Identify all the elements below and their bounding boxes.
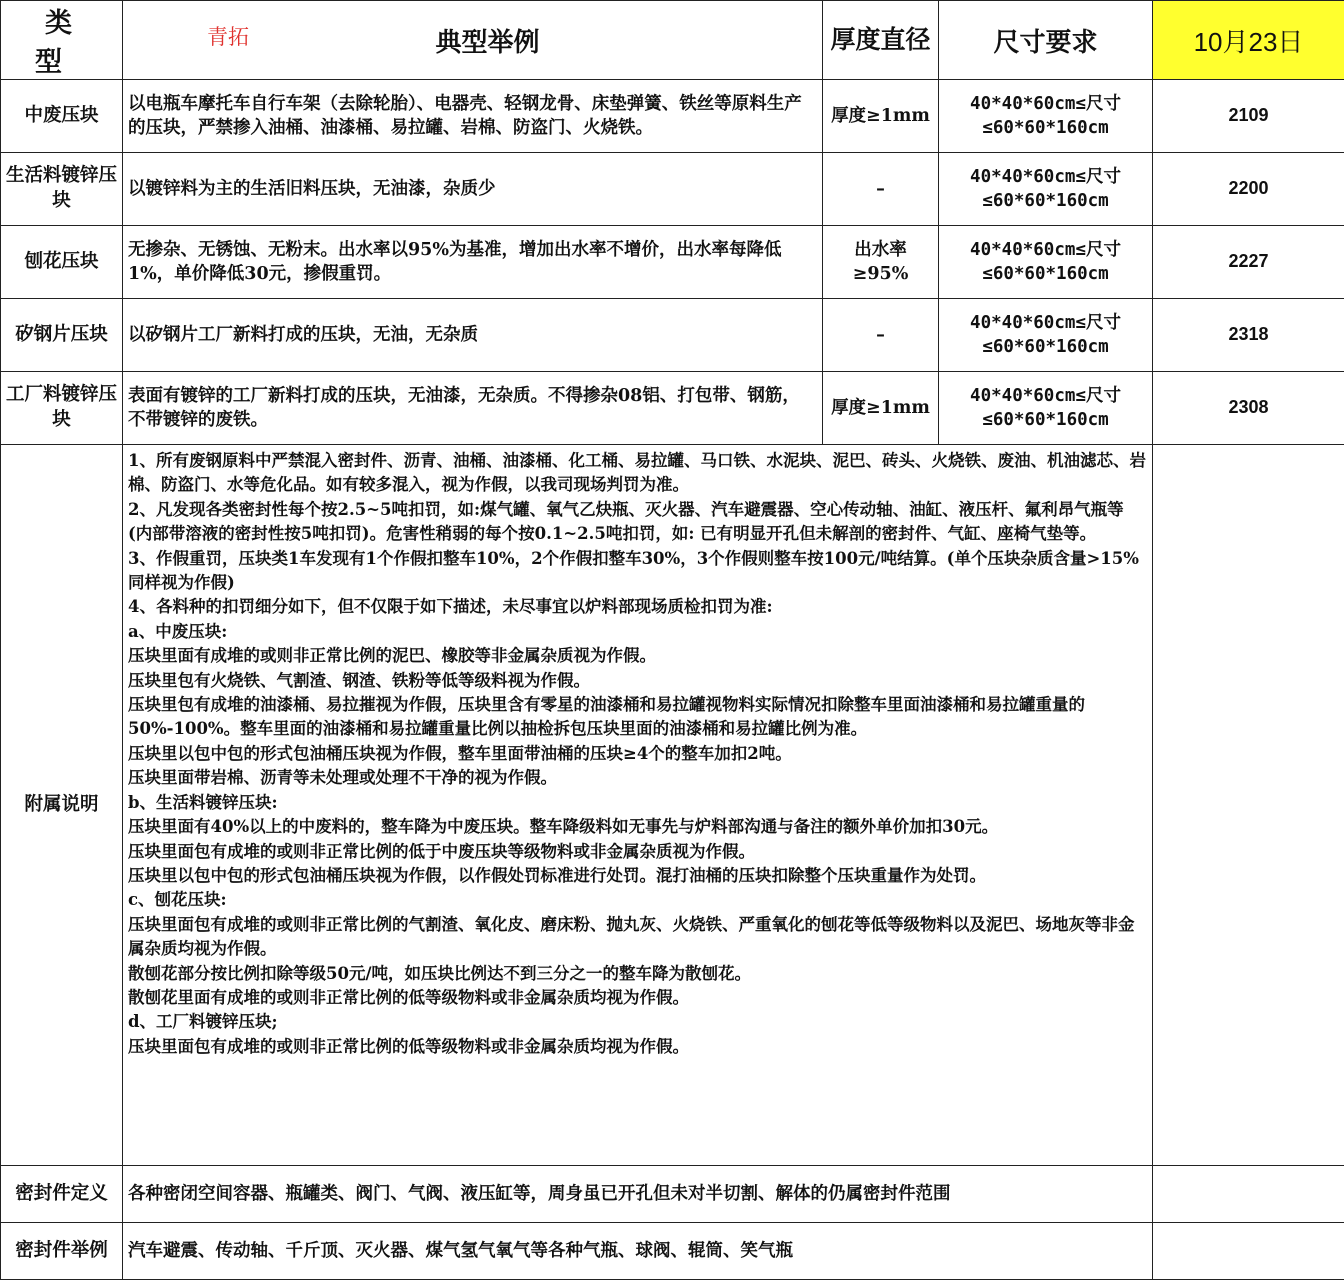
- row-price: 2109: [1153, 80, 1344, 153]
- note-line: 压块里面有40%以上的中废料的，整车降为中废压块。整车降级料如无事先与炉料部沟通与备注的额外单价加扣30元。: [128, 817, 999, 837]
- seal-definition-text: 各种密闭空间容器、瓶罐类、阀门、气阀、液压缸等，周身虽已开孔但未对半切割、解体的仍属密封件范围: [123, 1166, 1153, 1223]
- header-thickness: 厚度直径: [823, 1, 939, 80]
- row-type: 中废压块: [1, 80, 123, 153]
- row-size: 40*40*60cm≤尺寸≤60*60*160cm: [939, 80, 1153, 153]
- seal-definition-empty: [1153, 1166, 1344, 1223]
- notes-price-empty: [1153, 445, 1344, 1166]
- header-date: 10月23日: [1153, 1, 1344, 80]
- row-price: 2318: [1153, 299, 1344, 372]
- row-example: 表面有镀锌的工厂新料打成的压块，无油漆，无杂质。不得掺杂08铝、打包带、钢筋，不带镀锌的废铁。: [123, 372, 823, 445]
- header-row: [1, 1, 1344, 80]
- row-type: 刨花压块: [1, 226, 123, 299]
- note-line: 压块里面包有成堆的或则非正常比例的低于中废压块等级物料或非金属杂质视为作假。: [128, 841, 755, 861]
- table-row: [1, 153, 1344, 226]
- note-line: 压块里包有成堆的油漆桶、易拉摧视为作假，压块里含有零星的油漆桶和易拉罐视物料实际情况扣除整车里面油漆桶和易拉罐重量的50%-100%。整车里面的油漆桶和易拉罐重量比例以抽检拆包压块里面的油漆桶和易拉罐比例为准。: [128, 695, 1085, 739]
- seal-examples-label: 密封件举例: [1, 1223, 123, 1280]
- note-line: d、工厂料镀锌压块;: [128, 1012, 278, 1032]
- row-example: 以矽钢片工厂新料打成的压块，无油，无杂质: [123, 299, 823, 372]
- row-price: 2227: [1153, 226, 1344, 299]
- row-size: 40*40*60cm≤尺寸≤60*60*160cm: [939, 372, 1153, 445]
- row-example: 无掺杂、无锈蚀、无粉末。出水率以95%为基准，增加出水率不增价，出水率每降低1%，单价降低30元，掺假重罚。: [123, 226, 823, 299]
- note-line: 散刨花部分按比例扣除等级50元/吨，如压块比例达不到三分之一的整车降为散刨花。: [128, 963, 751, 983]
- seal-examples-text: 汽车避震、传动轴、千斤顶、灭火器、煤气氢气氧气等各种气瓶、球阀、辊筒、笑气瓶: [123, 1223, 1153, 1280]
- row-type: 生活料镀锌压块: [1, 153, 123, 226]
- row-price: 2200: [1153, 153, 1344, 226]
- notes-body: [123, 445, 1153, 1166]
- table-row: [1, 299, 1344, 372]
- row-thickness: –: [823, 299, 939, 372]
- note-line: 2、凡发现各类密封性每个按2.5~5吨扣罚，如:煤气罐、氧气乙炔瓶、灭火器、汽车避震器、空心传动轴、油缸、液压杆、氟利昂气瓶等(内部带溶液的密封性按5吨扣罚)。危害性稍弱的每个按0.1~2.5吨扣罚，如: 已有明显开孔但未解剖的密封件、气缸、座椅气垫等。: [128, 499, 1124, 544]
- table-row: [1, 226, 1344, 299]
- row-price: 2308: [1153, 372, 1344, 445]
- row-size: 40*40*60cm≤尺寸≤60*60*160cm: [939, 299, 1153, 372]
- header-size: 尺寸要求: [939, 1, 1153, 80]
- header-example: 典型举例: [435, 27, 540, 58]
- row-type: 矽钢片压块: [1, 299, 123, 372]
- note-line: 压块里面有成堆的或则非正常比例的泥巴、橡胶等非金属杂质视为作假。: [128, 646, 656, 666]
- row-thickness: 厚度≥1mm: [823, 372, 939, 445]
- note-line: 3、作假重罚，压块类1车发现有1个作假扣整车10%，2个作假扣整车30%，3个作假则整车按100元/吨结算。(单个压块杂质含量>15%同样视为作假): [128, 548, 1139, 593]
- table-row: [1, 80, 1344, 153]
- note-line: 压块里包有火烧铁、气割渣、钢渣、铁粉等低等级料视为作假。: [128, 670, 590, 690]
- row-type: 工厂料镀锌压块: [1, 372, 123, 445]
- notes-label: 附属说明: [1, 445, 123, 1166]
- notes-row: [1, 445, 1344, 1166]
- note-line: 散刨花里面有成堆的或则非正常比例的低等级物料或非金属杂质均视为作假。: [128, 987, 689, 1007]
- note-line: 压块里以包中包的形式包油桶压块视为作假，整车里面带油桶的压块≥4个的整车加扣2吨。: [128, 743, 792, 763]
- row-size: 40*40*60cm≤尺寸≤60*60*160cm: [939, 153, 1153, 226]
- row-thickness: 厚度≥1mm: [823, 80, 939, 153]
- seal-definition-row: [1, 1166, 1344, 1223]
- note-line: b、生活料镀锌压块:: [128, 792, 278, 812]
- note-line: 1、所有废钢原料中严禁混入密封件、沥青、油桶、油漆桶、化工桶、易拉罐、马口铁、水泥块、泥巴、砖头、火烧铁、废油、机油滤芯、岩棉、防盗门、水等危化品。如有较多混入，视为作假，以我司现场判罚为准。: [128, 451, 1146, 495]
- note-line: 压块里面带岩棉、沥青等未处理或处理不干净的视为作假。: [128, 768, 557, 788]
- header-example-cell: [123, 1, 823, 80]
- brand-label: 青拓: [207, 25, 249, 49]
- seal-definition-label: 密封件定义: [1, 1166, 123, 1223]
- seal-examples-empty: [1153, 1223, 1344, 1280]
- note-line: a、中废压块:: [128, 621, 228, 641]
- row-example: 以镀锌料为主的生活旧料压块，无油漆，杂质少: [123, 153, 823, 226]
- row-example: 以电瓶车摩托车自行车架（去除轮胎）、电器壳、轻钢龙骨、床垫弹簧、铁丝等原料生产的压块，严禁掺入油桶、油漆桶、易拉罐、岩棉、防盗门、火烧铁。: [123, 80, 823, 153]
- note-line: 4、各料种的扣罚细分如下，但不仅限于如下描述，未尽事宜以炉料部现场质检扣罚为准:: [128, 597, 773, 617]
- header-type: 类 型: [1, 1, 123, 80]
- note-line: c、刨花压块:: [128, 890, 227, 910]
- row-size: 40*40*60cm≤尺寸≤60*60*160cm: [939, 226, 1153, 299]
- row-thickness: –: [823, 153, 939, 226]
- row-thickness: 出水率≥95%: [823, 226, 939, 299]
- note-line: 压块里以包中包的形式包油桶压块视为作假，以作假处罚标准进行处罚。混打油桶的压块扣除整个压块重量作为处罚。: [128, 865, 986, 885]
- table-row: [1, 372, 1344, 445]
- seal-examples-row: [1, 1223, 1344, 1280]
- note-line: 压块里面包有成堆的或则非正常比例的气割渣、氧化皮、磨床粉、抛丸灰、火烧铁、严重氧化的刨花等低等级物料以及泥巴、场地灰等非金属杂质均视为作假。: [128, 914, 1135, 959]
- note-line: 压块里面包有成堆的或则非正常比例的低等级物料或非金属杂质均视为作假。: [128, 1036, 689, 1056]
